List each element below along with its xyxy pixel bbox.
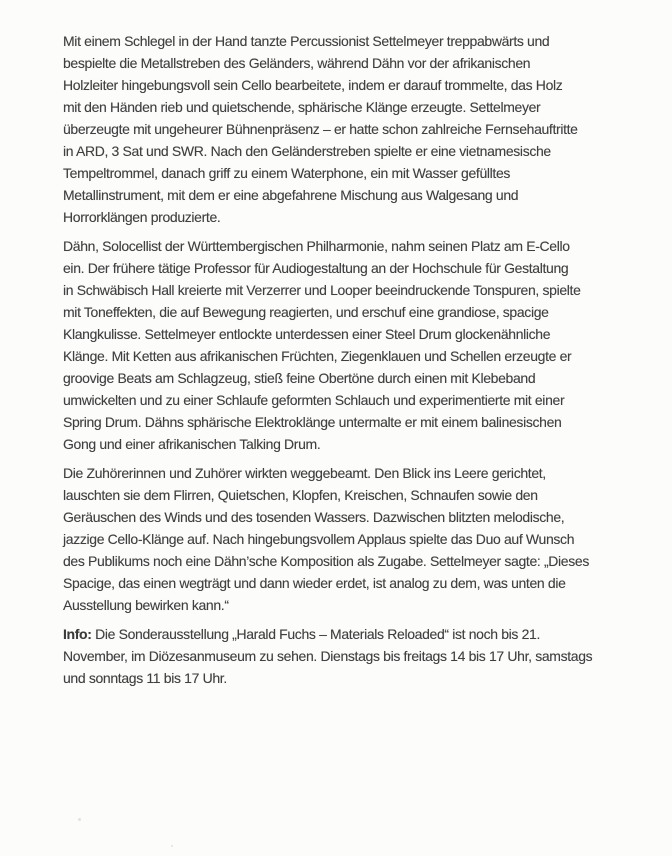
text-line: Die Zuhörerinnen und Zuhörer wirkten weggebeamt. Den Blick ins Leere gerichtet, xyxy=(63,465,546,481)
text-line: Spring Drum. Dähns sphärische Elektroklänge untermalte er mit einem balinesischen xyxy=(63,414,562,430)
info-paragraph xyxy=(63,623,636,689)
info-first-line-text: Die Sonderausstellung „Harald Fuchs – Materials Reloaded“ ist noch bis 21. xyxy=(91,626,541,642)
text-line: Klänge. Mit Ketten aus afrikanischen Früchten, Ziegenklauen und Schellen erzeugte er xyxy=(63,348,572,364)
text-line: bespielte die Metallstreben des Geländers, während Dähn vor der afrikanischen xyxy=(63,55,531,71)
scan-speck xyxy=(171,845,173,847)
text-line: in Schwäbisch Hall kreierte mit Verzerrer und Looper beeindruckende Tonspuren, spielte xyxy=(63,282,581,298)
text-line: mit Toneffekten, die auf Bewegung reagierten, und erschuf eine grandiose, spacige xyxy=(63,304,549,320)
article-paragraph xyxy=(63,235,636,455)
text-line: Dähn, Solocellist der Württembergischen Philharmonie, nahm seinen Platz am E-Cello xyxy=(63,238,570,254)
article-paragraph xyxy=(63,30,636,228)
text-line: Spacige, das einen wegträgt und dann wieder erdet, ist analog zu dem, was unten die xyxy=(63,575,566,591)
text-line: lauschten sie dem Flirren, Quietschen, Klopfen, Kreischen, Schnaufen sowie den xyxy=(63,487,538,503)
text-line: Tempeltrommel, danach griff zu einem Waterphone, ein mit Wasser gefülltes xyxy=(63,165,511,181)
text-line: Gong und einer afrikanischen Talking Drum. xyxy=(63,436,321,452)
text-line: umwickelten und zu einer Schlaufe geformten Schlauch und experimentierte mit einer xyxy=(63,392,565,408)
text-line: Metallinstrument, mit dem er eine abgefahrene Mischung aus Walgesang und xyxy=(63,187,519,203)
text-line: Horrorklängen produzierte. xyxy=(63,209,221,225)
text-line: Geräuschen des Winds und des tosenden Wassers. Dazwischen blitzten melodische, xyxy=(63,509,565,525)
text-line: November, im Diözesanmuseum zu sehen. Dienstags bis freitags 14 bis 17 Uhr, samstags xyxy=(63,648,593,664)
article-paragraph xyxy=(63,462,636,616)
scan-speck xyxy=(78,818,81,821)
text-line xyxy=(63,623,636,645)
text-line: in ARD, 3 Sat und SWR. Nach den Geländerstreben spielte er eine vietnamesische xyxy=(63,143,551,159)
text-line: überzeugte mit ungeheurer Bühnenpräsenz – er hatte schon zahlreiche Fernsehauftritte xyxy=(63,121,578,137)
info-label: Info: xyxy=(63,626,92,642)
text-line: des Publikums noch eine Dähn’sche Komposition als Zugabe. Settelmeyer sagte: „Dieses xyxy=(63,553,589,569)
text-line: Klangkulisse. Settelmeyer entlockte unterdessen einer Steel Drum glockenähnliche xyxy=(63,326,551,342)
text-line: Ausstellung bewirken kann.“ xyxy=(63,597,229,613)
text-line: Mit einem Schlegel in der Hand tanzte Percussionist Settelmeyer treppabwärts und xyxy=(63,33,550,49)
text-line: jazzige Cello-Klänge auf. Nach hingebungsvollem Applaus spielte das Duo auf Wunsch xyxy=(63,531,575,547)
text-line: ein. Der frühere tätige Professor für Audiogestaltung an der Hochschule für Gestaltung xyxy=(63,260,569,276)
text-line: groovige Beats am Schlagzeug, stieß feine Obertöne durch einen mit Klebeband xyxy=(63,370,536,386)
text-line: und sonntags 11 bis 17 Uhr. xyxy=(63,670,227,686)
text-line: Holzleiter hingebungsvoll sein Cello bearbeitete, indem er darauf trommelte, das Holz xyxy=(63,77,563,93)
text-line: mit den Händen rieb und quietschende, sphärische Klänge erzeugte. Settelmeyer xyxy=(63,99,541,115)
